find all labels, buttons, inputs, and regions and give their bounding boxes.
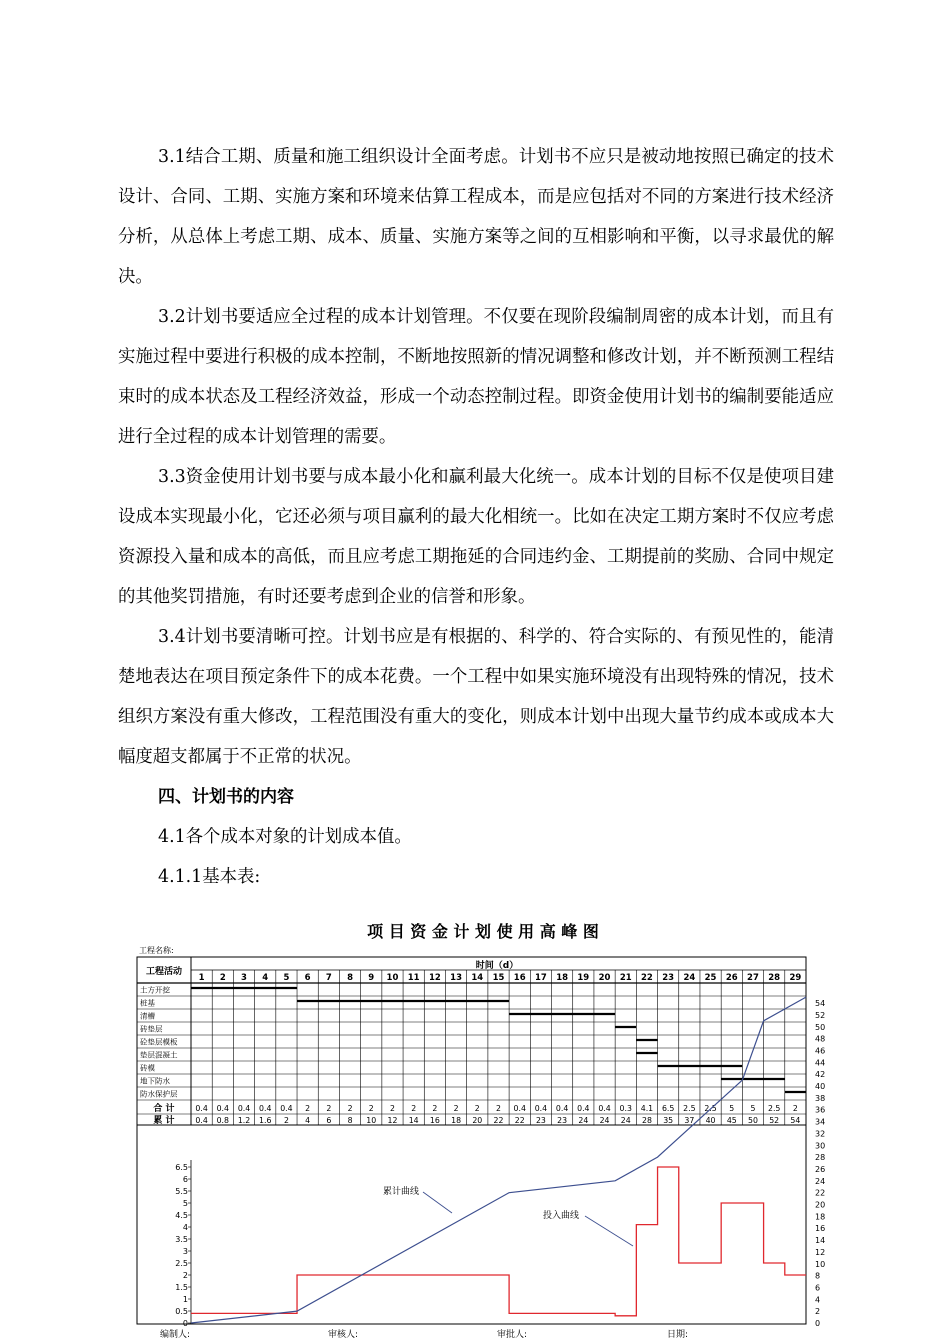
day-label: 4: [262, 973, 269, 983]
activity-name: 砼垫层模板: [140, 1037, 178, 1047]
day-label: 25: [704, 973, 717, 983]
daily-total-value: 2.5: [683, 1104, 696, 1113]
daily-total-value: 2: [305, 1104, 311, 1113]
cumulative-value: 24: [578, 1116, 589, 1125]
day-label: 26: [725, 973, 738, 983]
right-axis-tick-label: 4: [815, 1295, 821, 1305]
day-label: 6: [304, 973, 311, 983]
activity-name: 砖垫层: [140, 1024, 163, 1034]
daily-total-value: 2.5: [767, 1104, 781, 1113]
paragraph-3-2: 3.2计划书要适应全过程的成本计划管理。不仅要在现阶段编制周密的成本计划，而且有实施过程中要进行积极的成本控制，不断地按照新的情况调整和修改计划，并不断预测工程结束时的成本状态及工程经济效益，形成一个动态控制过程。即资金使用计划书的编制要能适应进行全过程的成本计划管理的需要。: [118, 307, 834, 447]
left-axis-tick-label: 4: [182, 1223, 188, 1232]
activity-name: 砖模: [140, 1063, 155, 1073]
day-label: 3: [241, 973, 247, 983]
day-label: 20: [598, 973, 611, 983]
day-label: 1: [198, 973, 205, 983]
daily-total-value: 2: [792, 1104, 798, 1113]
right-axis-tick-label: 52: [815, 1010, 826, 1020]
cumulative-value: 8: [347, 1116, 353, 1125]
left-axis-tick-label: 1: [182, 1295, 188, 1304]
activity-name: 土方开挖: [140, 985, 170, 995]
line-4-1: 4.1各个成本对象的计划成本值。: [158, 827, 412, 847]
day-label: 19: [577, 973, 590, 983]
daily-total-value: 0.4: [259, 1104, 272, 1113]
right-axis-tick-label: 24: [815, 1176, 826, 1186]
cumulative-value: 37: [684, 1116, 695, 1125]
right-axis-tick-label: 26: [815, 1164, 826, 1174]
right-axis-tick-label: 12: [815, 1247, 826, 1257]
cumulative-value: 23: [557, 1116, 568, 1125]
right-axis-tick-label: 18: [815, 1212, 826, 1222]
cumulative-value: 1.6: [259, 1116, 272, 1125]
left-axis-tick-label: 6.5: [175, 1163, 188, 1172]
cumulative-value: 4: [305, 1116, 311, 1125]
left-axis-tick-label: 0: [182, 1319, 188, 1328]
activity-name: 清槽: [140, 1011, 155, 1021]
cumulative-label-pointer: [423, 1192, 452, 1213]
daily-total-value: 4.1: [640, 1104, 654, 1113]
daily-total-value: 6.5: [661, 1104, 675, 1113]
right-axis-tick-label: 28: [815, 1153, 826, 1163]
daily-total-value: 0.4: [237, 1104, 251, 1113]
cumulative-value: 14: [408, 1116, 419, 1125]
right-axis-tick-label: 6: [815, 1283, 821, 1293]
cumulative-value: 16: [429, 1116, 440, 1125]
cumulative-value: 6: [326, 1116, 332, 1125]
daily-total-value: 0.4: [555, 1104, 569, 1113]
daily-total-value: 0.4: [280, 1104, 293, 1113]
section-heading: 四、计划书的内容: [158, 787, 294, 807]
reviewed-by-label: 审核人:: [328, 1330, 359, 1340]
right-axis-tick-label: 14: [815, 1236, 826, 1246]
paragraph-3-3: 3.3资金使用计划书要与成本最小化和赢利最大化统一。成本计划的目标不仅是使项目建设成本实现最小化，它还必须与项目赢利的最大化相统一。比如在决定工期方案时不仅应考虑资源投入量和成本的高低，而且应考虑工期拖延的合同违约金、工期提前的奖励、合同中规定的其他奖罚措施，有时还要考虑到企业的信誉和形象。: [118, 467, 834, 607]
cumulative-value: 1.2: [237, 1116, 251, 1125]
right-axis-tick-label: 16: [815, 1224, 826, 1234]
daily-total-value: 5: [729, 1104, 735, 1113]
daily-total-value: 2: [453, 1104, 459, 1113]
left-axis-tick-label: 2.5: [175, 1259, 188, 1268]
right-axis-tick-label: 50: [815, 1022, 826, 1032]
cumulative-value: 18: [451, 1116, 462, 1125]
cumulative-value: 2: [283, 1116, 289, 1125]
right-axis-tick-label: 8: [815, 1271, 821, 1281]
right-axis-tick-label: 34: [815, 1117, 826, 1127]
day-label: 14: [471, 973, 484, 983]
cumulative-value: 50: [748, 1116, 758, 1125]
right-axis-tick-label: 42: [815, 1070, 826, 1080]
daily-total-value: 0.4: [577, 1104, 590, 1113]
cumulative-value: 0.8: [216, 1116, 230, 1125]
investment-label-pointer: [585, 1216, 633, 1246]
daily-total-value: 2: [368, 1104, 374, 1113]
cumulative-curve-label: 累计曲线: [383, 1187, 420, 1197]
cumulative-value: 12: [387, 1116, 398, 1125]
left-axis-tick-label: 3.5: [175, 1235, 188, 1244]
right-axis-tick-label: 22: [815, 1188, 826, 1198]
daily-total-value: 2: [432, 1104, 438, 1113]
daily-total-value: 0.4: [598, 1104, 611, 1113]
activity-name: 防水保护层: [140, 1089, 178, 1099]
left-axis-tick-label: 1.5: [175, 1283, 188, 1292]
day-label: 8: [347, 973, 354, 983]
daily-total-value: 0.4: [534, 1104, 548, 1113]
cumulative-value: 22: [514, 1116, 525, 1125]
activity-name: 垫层混凝土: [140, 1050, 178, 1060]
day-label: 10: [386, 973, 399, 983]
left-axis-tick-label: 0.5: [175, 1307, 188, 1316]
right-axis-tick-label: 20: [815, 1200, 826, 1210]
right-axis-tick-label: 2: [815, 1307, 821, 1317]
daily-total-value: 2: [326, 1104, 332, 1113]
right-axis-tick-label: 44: [815, 1058, 826, 1068]
daily-total-value: 0.4: [513, 1104, 526, 1113]
daily-total-value: 0.4: [195, 1104, 208, 1113]
activity-header: 工程活动: [145, 967, 183, 977]
right-axis-tick-label: 10: [815, 1259, 826, 1269]
right-axis-tick-label: 46: [815, 1046, 826, 1056]
investment-curve-label: 投入曲线: [543, 1211, 580, 1221]
cumulative-value: 20: [472, 1116, 483, 1125]
cumulative-value: 24: [599, 1116, 610, 1125]
day-label: 22: [641, 973, 653, 983]
day-label: 28: [768, 973, 781, 983]
chart-title: 项 目 资 金 计 划 使 用 高 峰 图: [367, 922, 599, 941]
day-label: 27: [747, 973, 759, 983]
day-label: 15: [492, 973, 505, 983]
paragraph-3-4: 3.4计划书要清晰可控。计划书应是有根据的、科学的、符合实际的、有预见性的，能清楚地表达在项目预定条件下的成本花费。一个工程中如果实施环境没有出现特殊的情况，技术组织方案没有重大修改，工程范围没有重大的变化，则成本计划中出现大量节约成本或成本大幅度超支都属于不正常的状况。: [118, 627, 834, 767]
day-label: 17: [534, 973, 547, 983]
cumulative-value: 52: [769, 1116, 780, 1125]
cumulative-value: 54: [790, 1116, 801, 1125]
cumulative-value: 0.4: [195, 1116, 208, 1125]
left-axis-tick-label: 6: [182, 1175, 188, 1184]
day-label: 12: [428, 973, 441, 983]
left-axis-tick-label: 4.5: [175, 1211, 188, 1220]
right-axis-tick-label: 40: [815, 1082, 826, 1091]
daily-total-value: 0.3: [619, 1104, 632, 1113]
chart-frame: [137, 957, 806, 1324]
day-label: 2: [219, 973, 226, 983]
day-label: 13: [450, 973, 463, 983]
day-label: 18: [556, 973, 569, 983]
day-label: 29: [789, 973, 802, 983]
cumulative-value: 28: [641, 1116, 652, 1125]
right-axis-tick-label: 54: [815, 999, 826, 1009]
daily-total-value: 2: [389, 1104, 395, 1113]
day-label: 5: [283, 973, 290, 983]
day-label: 9: [368, 973, 375, 983]
right-axis-tick-label: 38: [815, 1093, 826, 1103]
right-axis-tick-label: 0: [815, 1319, 821, 1328]
daily-total-value: 0.4: [216, 1104, 230, 1113]
activity-name: 地下防水: [140, 1076, 170, 1086]
cumulative-value: 10: [366, 1116, 377, 1125]
right-axis-tick-label: 48: [815, 1034, 826, 1044]
total-label: 合 计: [153, 1104, 175, 1114]
paragraph-3-1: 3.1结合工期、质量和施工组织设计全面考虑。计划书不应只是被动地按照已确定的技术设计、合同、工期、实施方案和环境来估算工程成本，而是应包括对不同的方案进行技术经济分析，从总体上考虑工期、成本、质量、实施方案等之间的互相影响和平衡，以寻求最优的解决。: [118, 147, 834, 287]
cumulative-value: 45: [726, 1116, 737, 1125]
day-label: 7: [325, 973, 332, 983]
daily-total-value: 5: [750, 1104, 756, 1113]
daily-total-value: 2.5: [704, 1104, 717, 1113]
day-label: 23: [662, 973, 675, 983]
prepared-by-label: 编制人:: [160, 1330, 191, 1340]
daily-total-value: 2: [347, 1104, 353, 1113]
day-label: 21: [619, 973, 632, 983]
investment-curve: [191, 1167, 806, 1316]
right-axis-tick-label: 36: [815, 1105, 826, 1115]
cumulative-curve: [191, 997, 806, 1323]
project-name-label: 工程名称:: [139, 946, 174, 955]
date-label: 日期:: [667, 1330, 689, 1340]
approved-by-label: 审批人:: [497, 1330, 528, 1340]
line-4-1-1: 4.1.1基本表:: [158, 867, 261, 887]
cumulative-value: 40: [705, 1116, 716, 1125]
cumulative-value: 24: [620, 1116, 631, 1125]
activity-name: 桩基: [140, 998, 155, 1008]
time-header: 时间（d）: [475, 961, 519, 971]
day-label: 24: [683, 973, 696, 983]
daily-total-value: 2: [496, 1104, 501, 1113]
cumulative-value: 23: [535, 1116, 546, 1125]
left-axis-tick-label: 3: [182, 1247, 188, 1256]
right-axis-tick-label: 30: [815, 1141, 826, 1151]
left-axis-tick-label: 5.5: [175, 1187, 188, 1196]
left-axis-tick-label: 2: [182, 1271, 188, 1280]
daily-total-value: 2: [474, 1104, 480, 1113]
right-axis-tick-label: 32: [815, 1129, 826, 1139]
cumulative-value: 22: [493, 1116, 504, 1125]
daily-total-value: 2: [411, 1104, 417, 1113]
cumulative-label: 累 计: [153, 1116, 175, 1126]
cumulative-value: 35: [663, 1116, 674, 1125]
day-label: 16: [513, 973, 526, 983]
left-axis-tick-label: 5: [182, 1199, 188, 1208]
day-label: 11: [407, 973, 420, 983]
